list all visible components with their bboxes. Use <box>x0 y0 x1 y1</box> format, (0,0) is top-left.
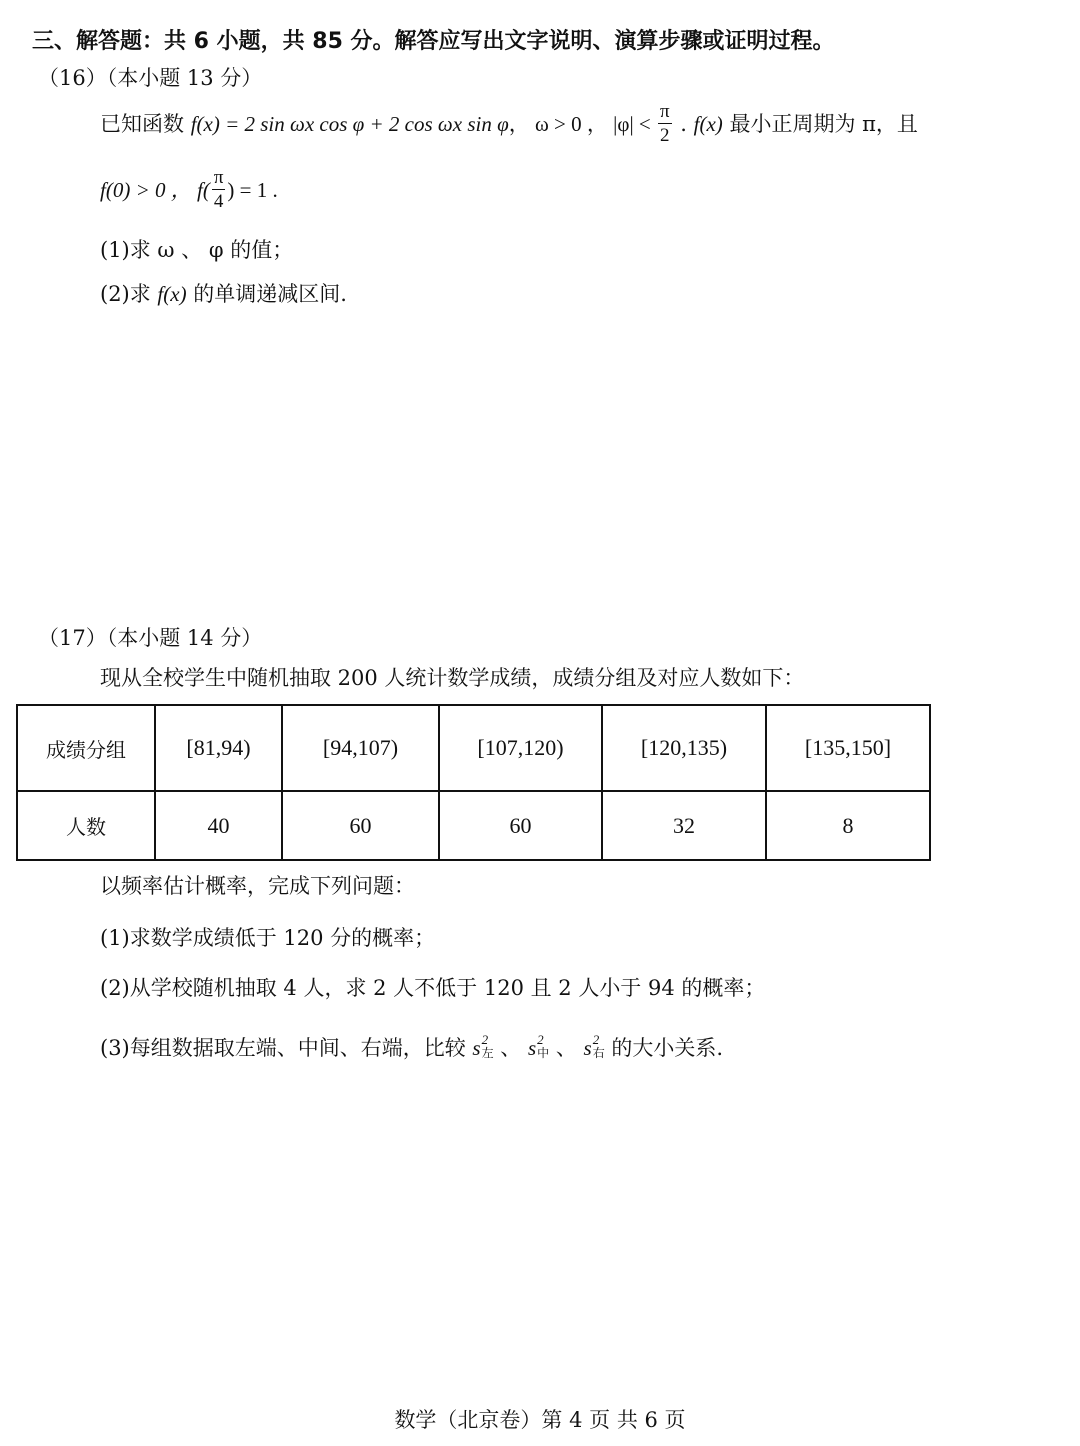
s-symbol: s <box>583 1036 592 1060</box>
group-cell: [120,135) <box>602 705 766 791</box>
q16-fx: f(x) <box>693 112 723 136</box>
s-exponent: 2 <box>592 1032 600 1048</box>
row-label-counts: 人数 <box>17 791 155 860</box>
s-symbol: s <box>527 1036 537 1060</box>
group-cell: [135,150] <box>766 705 930 791</box>
frac-numerator: π <box>213 167 224 188</box>
q16-conditions: ， ω > 0 ， |φ| < <box>508 112 656 136</box>
s-subscript-right: 右 <box>592 1046 605 1061</box>
q16-part1: (1)求 ω 、 φ 的值； <box>100 238 294 262</box>
sep: 、 <box>549 1036 584 1060</box>
row-label-groups: 成绩分组 <box>17 705 155 791</box>
q17-part1: (1)求数学成绩低于 120 分的概率； <box>100 926 436 950</box>
q17-note: 以频率估计概率，完成下列问题： <box>100 874 415 898</box>
page-footer: 数学（北京卷）第 4 页 共 6 页 <box>394 1408 686 1432</box>
count-cell: 32 <box>602 791 766 860</box>
q16-line2 <box>100 167 278 213</box>
group-cell: [107,120) <box>439 705 602 791</box>
count-cell: 8 <box>766 791 930 860</box>
s-exponent: 2 <box>481 1032 489 1048</box>
table-row-counts <box>17 791 930 860</box>
q16-line1-prefix: 已知函数 <box>100 112 191 136</box>
q16-line1 <box>100 101 918 147</box>
section-title: 三、解答题：共 6 小题，共 85 分。解答应写出文字说明、演算步骤或证明过程。 <box>32 29 835 54</box>
variance-s-right <box>583 1032 605 1061</box>
count-cell: 60 <box>282 791 439 860</box>
q17-part3-suffix: 的大小关系. <box>604 1036 724 1060</box>
q16-function-expression: f(x) = 2 sin ωx cos φ + 2 cos ωx sin φ <box>190 112 509 136</box>
q16-part2-fx: f(x) <box>157 282 187 306</box>
q16-part2-prefix: (2)求 <box>100 282 158 306</box>
q17-header: （17）（本小题 14 分） <box>38 626 263 650</box>
q17-part2: (2)从学校随机抽取 4 人，求 2 人不低于 120 且 2 人小于 94 的概率； <box>100 976 766 1000</box>
q17-part3 <box>100 1034 723 1063</box>
group-cell: [81,94) <box>155 705 282 791</box>
grade-distribution-table <box>16 704 931 861</box>
count-cell: 60 <box>439 791 602 860</box>
sep: 、 <box>493 1036 528 1060</box>
variance-s-left <box>472 1032 494 1061</box>
q16-part2 <box>100 280 347 309</box>
s-symbol: s <box>472 1036 481 1060</box>
q16-fraction-pi-over-2 <box>658 102 672 145</box>
count-cell: 40 <box>155 791 282 860</box>
group-cell: [94,107) <box>282 705 439 791</box>
variance-s-mid <box>527 1032 550 1061</box>
q17-intro: 现从全校学生中随机抽取 200 人统计数学成绩，成绩分组及对应人数如下： <box>100 666 805 690</box>
q16-part2-suffix: 的单调递减区间. <box>186 282 347 306</box>
q16-line2-a: f(0) > 0 ， f( <box>100 178 210 202</box>
q16-line1-suffix: 最小正周期为 π，且 <box>722 112 918 136</box>
q16-line2-b: ) = 1 . <box>227 178 278 202</box>
q16-line1-dot: . <box>673 112 694 136</box>
table-row-groups <box>17 705 930 791</box>
q16-fraction-pi-over-4 <box>212 168 226 211</box>
frac-numerator: π <box>660 101 670 122</box>
s-subscript-left: 左 <box>481 1046 494 1061</box>
s-subscript-mid: 中 <box>537 1046 550 1061</box>
frac-denominator: 2 <box>660 125 670 146</box>
s-exponent: 2 <box>537 1032 544 1048</box>
q16-header: （16）（本小题 13 分） <box>38 66 263 90</box>
q17-part3-prefix: (3)每组数据取左端、中间、右端，比较 <box>100 1036 473 1060</box>
frac-denominator: 4 <box>213 191 224 212</box>
